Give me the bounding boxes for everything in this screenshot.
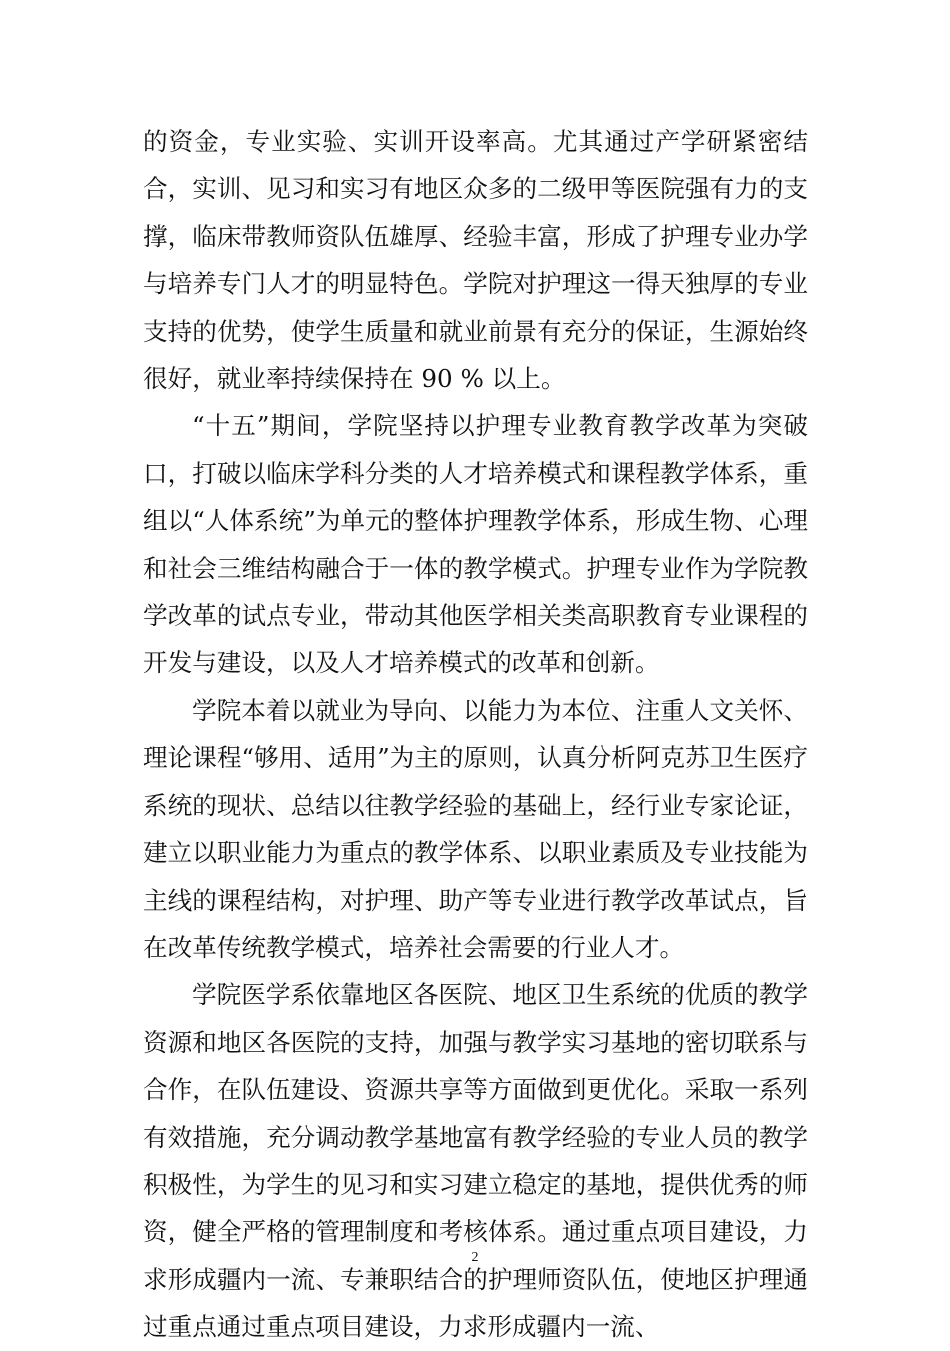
paragraph-employment-oriented: 学院本着以就业为导向、以能力为本位、注重人文关怀、理论课程“够用、适用”为主的原则，认真分析阿克苏卫生医疗系统的现状、总结以往教学经验的基础上，经行业专家论证，建立以职业能力为重点的教学体系、以职业素质及专业技能为主线的课程结构，对护理、助产等专业进行教学改革试点，旨在改革传统教学模式，培养社会需要的行业人才。 <box>143 695 808 962</box>
paragraph-tenth-five-year: “十五”期间，学院坚持以护理专业教育教学改革为突破口，打破以临床学科分类的人才培养模式和课程教学体系，重组以“人体系统”为单元的整体护理教学体系，形成生物、心理和社会三维结构融合于一体的教学模式。护理专业作为学院教学改革的试点专业，带动其他医学相关类高职教育专业课程的开发与建设，以及人才培养模式的改革和创新。 <box>143 411 808 678</box>
paragraph-medical-department: 学院医学系依靠地区各医院、地区卫生系统的优质的教学资源和地区各医院的支持，加强与教学实习基地的密切联系与合作，在队伍建设、资源共享等方面做到更优化。采取一系列有效措施，充分调动教学基地富有教学经验的专业人员的教学积极性，为学生的见习和实习建立稳定的基地，提供优秀的师资，健全严格的管理制度和考核体系。通过重点项目建设，力求形成疆内一流、专兼职结合的护理师资队伍，使地区护理通过重点通过重点项目建设，力求形成疆内一流、 <box>143 980 808 1342</box>
document-body <box>143 118 808 1351</box>
paragraph-continuation: 的资金，专业实验、实训开设率高。尤其通过产学研紧密结合，实训、见习和实习有地区众多的二级甲等医院强有力的支撑，临床带教师资队伍雄厚、经验丰富，形成了护理专业办学与培养专门人才的明显特色。学院对护理这一得天独厚的专业支持的优势，使学生质量和就业前景有充分的保证，生源始终很好，就业率持续保持在 90 % 以上。 <box>143 127 808 394</box>
page-number: 2 <box>471 1250 479 1265</box>
